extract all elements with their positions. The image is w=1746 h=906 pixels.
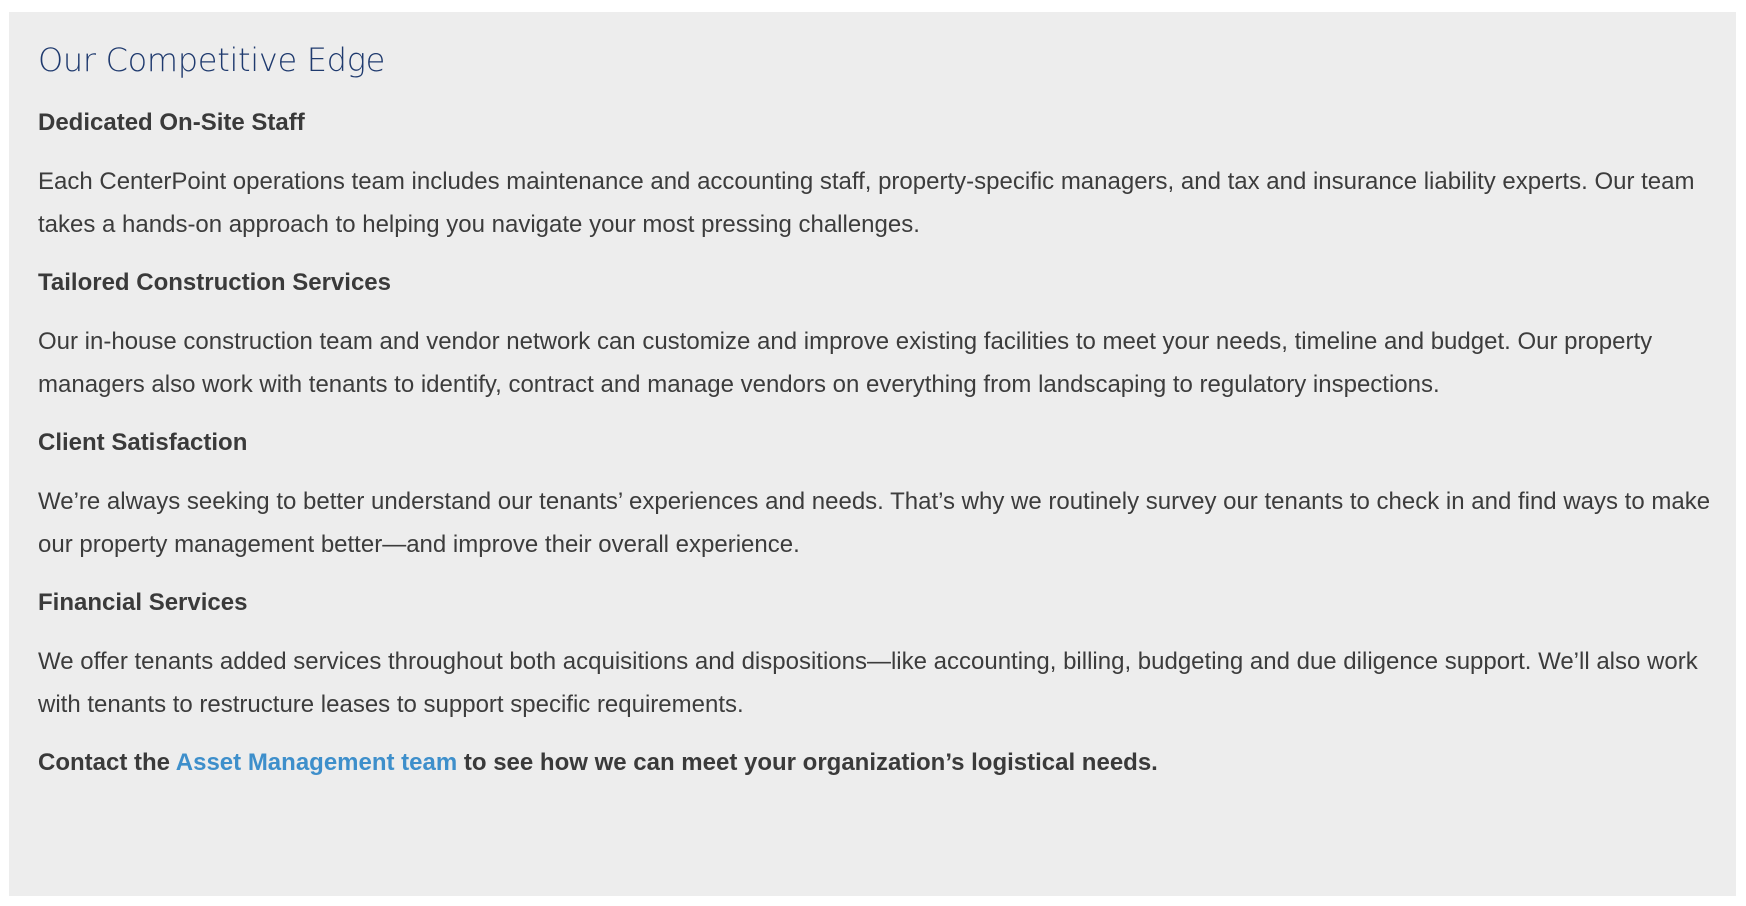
section-title: Our Competitive Edge — [38, 41, 385, 79]
closing-suffix: to see how we can meet your organization’s logistical needs. — [457, 749, 1158, 776]
paragraph-financial-services: We offer tenants added services throughout both acquisitions and dispositions—like accounting, billing, budgeting and due diligence support. We’ll also work with tenants to restructure leases to support specific requirements. — [38, 648, 1698, 718]
asset-management-team-link[interactable]: Asset Management team — [175, 749, 458, 776]
competitive-edge-section — [9, 12, 1736, 896]
heading-client-satisfaction: Client Satisfaction — [38, 429, 248, 456]
paragraph-construction-services: Our in-house construction team and vendor network can customize and improve existing facilities to meet your needs, timeline and budget. Our property managers also work with tenants to identify, contract and manage vendors on everything from landscaping to regulatory inspections. — [38, 328, 1653, 398]
closing-statement — [38, 748, 1706, 778]
paragraph-dedicated-staff: Each CenterPoint operations team includes maintenance and accounting staff, property-specific managers, and tax and insurance liability experts. Our team takes a hands-on approach to helping you navigate your most pressing challenges. — [38, 168, 1695, 238]
closing-prefix: Contact the — [38, 749, 176, 776]
heading-dedicated-staff: Dedicated On-Site Staff — [38, 109, 305, 136]
heading-construction-services: Tailored Construction Services — [38, 269, 391, 296]
paragraph-client-satisfaction: We’re always seeking to better understand our tenants’ experiences and needs. That’s why we routinely survey our tenants to check in and find ways to make our property management better—and improve their overall experience. — [38, 488, 1711, 558]
heading-financial-services: Financial Services — [38, 589, 248, 616]
